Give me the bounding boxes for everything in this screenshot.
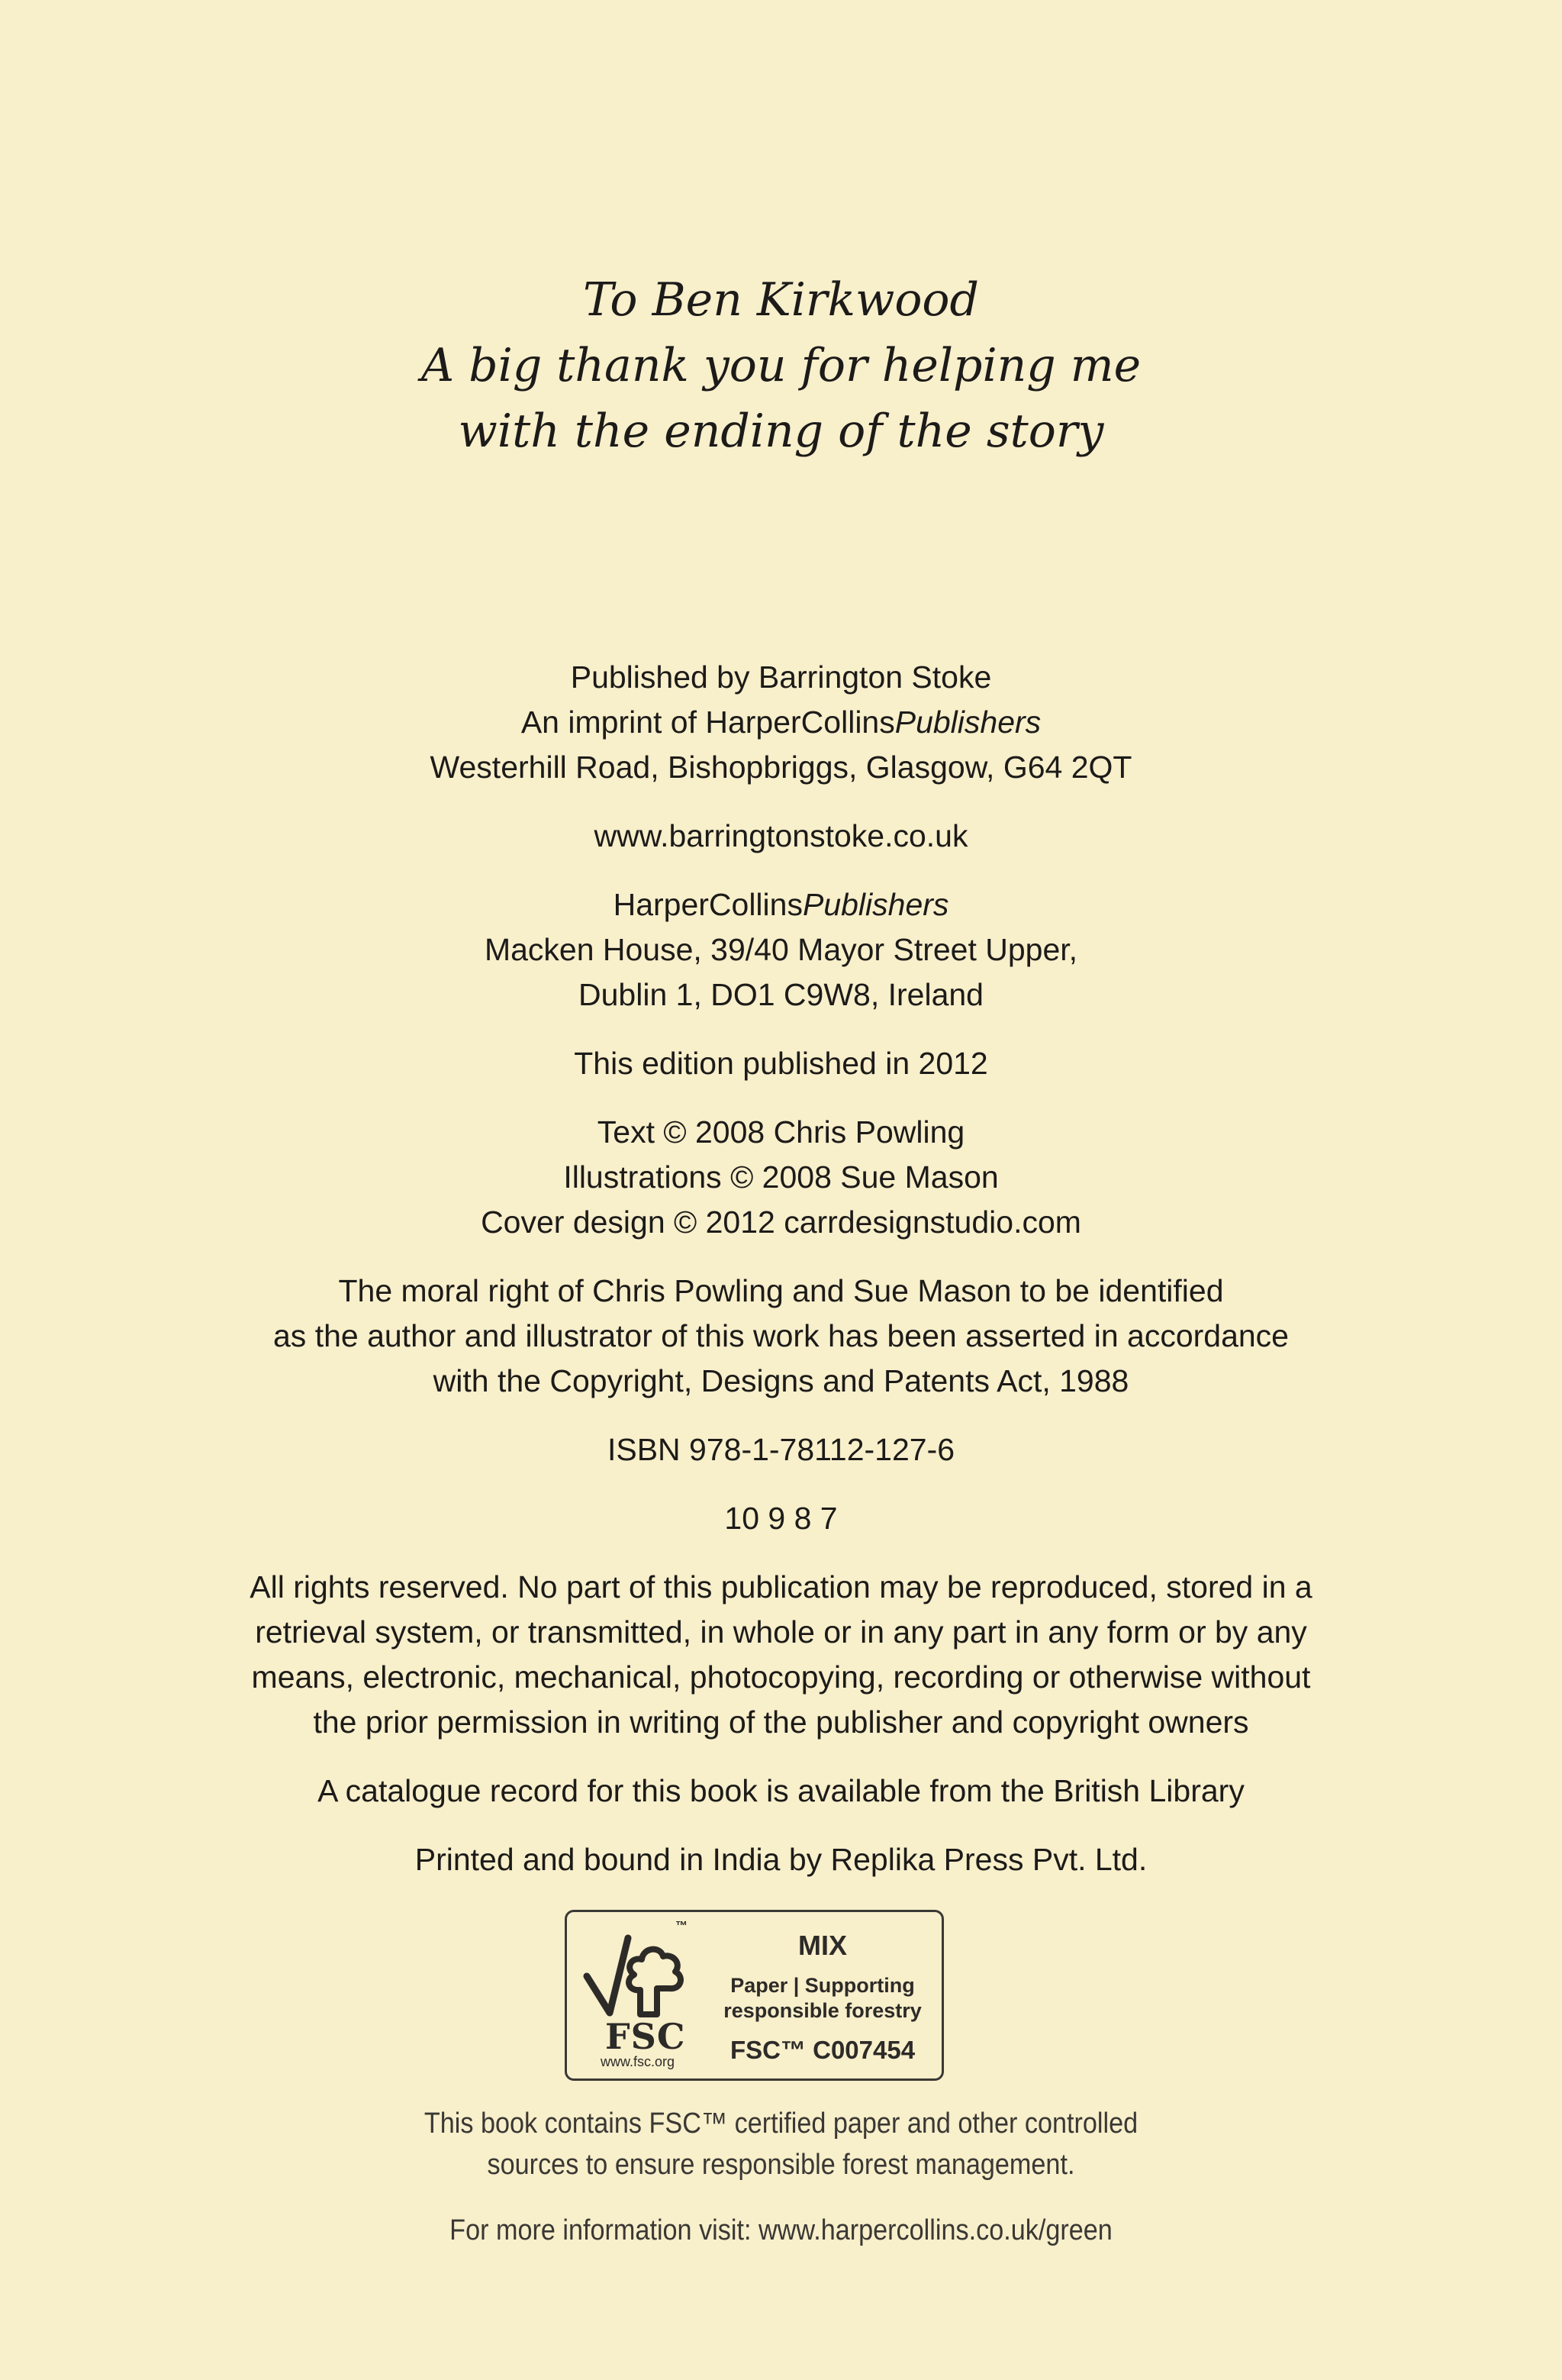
copyright-block: [0, 1110, 1562, 1245]
rights-line: All rights reserved. No part of this publication may be reproduced, stored in a: [250, 1569, 1312, 1604]
print-line: 10 9 8 7: [724, 1501, 838, 1536]
moral-right-line: with the Copyright, Designs and Patents Act, 1988: [433, 1363, 1129, 1398]
fsc-mark: FSC: [605, 2016, 686, 2057]
harpercollins-address-line: Macken House, 39/40 Mayor Street Upper,: [484, 932, 1078, 967]
printed-note: Printed and bound in India by Replika Press Pvt. Ltd.: [414, 1842, 1148, 1877]
website-block: [0, 814, 1562, 859]
publisher-imprint: [0, 700, 1562, 745]
print-line-block: [0, 1496, 1562, 1541]
copyright-cover: Cover design © 2012 carrdesignstudio.com: [481, 1205, 1081, 1240]
fsc-url: www.fsc.org: [601, 2054, 675, 2069]
fsc-visit: For more information visit: www.harpercollins.co.uk/green: [449, 2214, 1113, 2246]
copyright-illustrations: Illustrations © 2008 Sue Mason: [563, 1159, 999, 1195]
isbn-block: [0, 1427, 1562, 1472]
edition-note: This edition published in 2012: [574, 1046, 988, 1081]
dedication-line: To Ben Kirkwood: [583, 273, 979, 327]
hc-name-prefix: HarperCollins: [613, 887, 803, 922]
dedication-line: with the ending of the story: [458, 405, 1104, 458]
rights-line: means, electronic, mechanical, photocopying, recording or otherwise without: [251, 1659, 1311, 1695]
fsc-logo: [565, 1910, 944, 2081]
imprint-page: [0, 655, 1562, 1906]
publisher-block: [0, 655, 1562, 790]
publisher-address: Westerhill Road, Bishopbriggs, Glasgow, G64 2QT: [430, 750, 1132, 785]
dedication: [0, 267, 1562, 464]
imprint-italic: Publishers: [894, 705, 1042, 740]
publisher-name: Published by Barrington Stoke: [570, 659, 992, 695]
moral-right-block: [0, 1269, 1562, 1404]
harpercollins-name: [0, 882, 1562, 927]
fsc-note-line: This book contains FSC™ certified paper and other controlled: [424, 2107, 1138, 2140]
rights-line: retrieval system, or transmitted, in whole or in any part in any form or by any: [255, 1614, 1307, 1650]
fsc-trademark: ™: [675, 1920, 688, 1933]
dedication-line: A big thank you for helping me: [420, 339, 1142, 392]
fsc-mix: MIX: [797, 1930, 847, 1961]
harpercollins-address-line: Dublin 1, DO1 C9W8, Ireland: [578, 977, 984, 1012]
imprint-prefix: An imprint of HarperCollins: [520, 705, 895, 740]
fsc-note-line: sources to ensure responsible forest management.: [487, 2149, 1075, 2181]
catalogue-note: A catalogue record for this book is available from the British Library: [317, 1773, 1245, 1808]
moral-right-line: The moral right of Chris Powling and Sue Mason to be identified: [338, 1273, 1224, 1308]
fsc-paper-line: Paper | Supporting: [730, 1974, 915, 1997]
fsc-license: FSC™ C007454: [729, 2036, 916, 2064]
rights-block: [0, 1565, 1562, 1745]
isbn: ISBN 978-1-78112-127-6: [607, 1432, 955, 1467]
moral-right-line: as the author and illustrator of this work has been asserted in accordance: [273, 1318, 1289, 1353]
publisher-website: www.barringtonstoke.co.uk: [594, 818, 968, 853]
copyright-text: Text © 2008 Chris Powling: [597, 1114, 965, 1150]
fsc-paper-line: responsible forestry: [723, 1999, 922, 2022]
fsc-note: [78, 2103, 1483, 2185]
rights-line: the prior permission in writing of the publisher and copyright owners: [313, 1704, 1249, 1740]
hc-name-italic: Publishers: [802, 887, 949, 922]
edition-block: [0, 1041, 1562, 1086]
fsc-label: [712, 1927, 933, 2065]
harpercollins-block: [0, 882, 1562, 1017]
catalogue-block: [0, 1769, 1562, 1814]
printed-block: [0, 1837, 1562, 1882]
